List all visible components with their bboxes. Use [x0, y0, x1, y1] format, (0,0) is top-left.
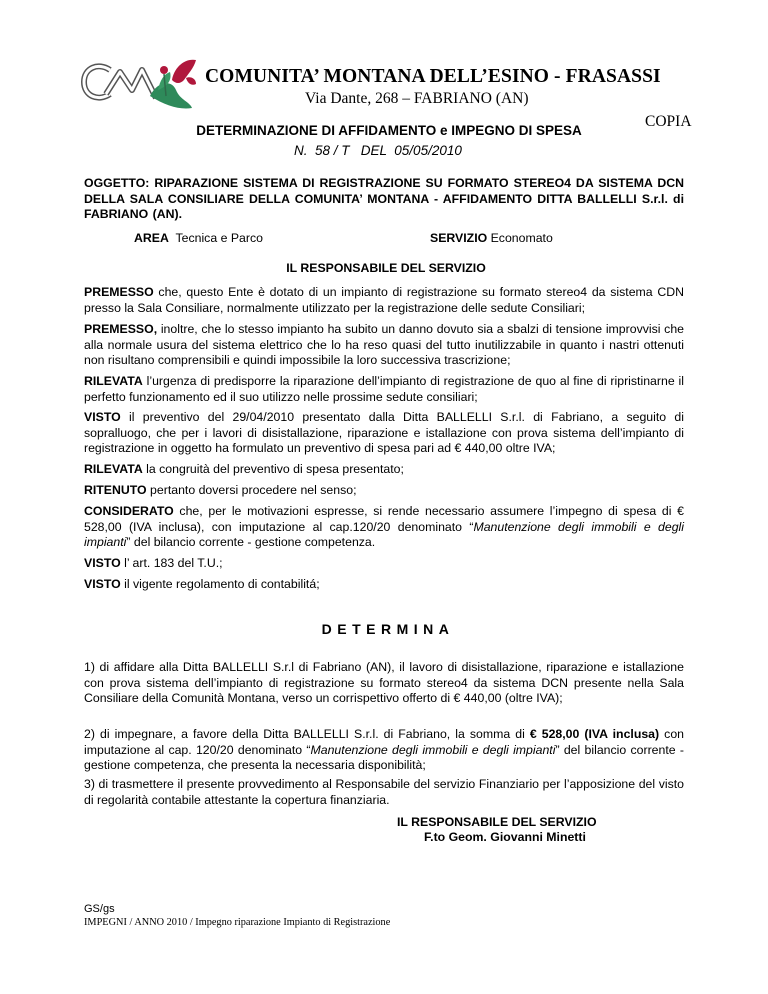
- premise-keyword: PREMESSO: [84, 285, 154, 299]
- premise-keyword: RITENUTO: [84, 483, 147, 497]
- amount: € 528,00 (IVA inclusa): [529, 727, 660, 741]
- organization-name: COMUNITA’ MONTANA DELL’ESINO - FRASASSI: [205, 66, 661, 87]
- premise-keyword: VISTO: [84, 556, 121, 570]
- footer-path: IMPEGNI / ANNO 2010 / Impegno riparazione Impianto di Registrazione: [84, 917, 391, 928]
- premise-paragraph: [84, 322, 684, 369]
- premise-text: il vigente regolamento di contabilitá;: [120, 577, 320, 591]
- area-value: Tecnica e Parco: [175, 231, 263, 245]
- footer-initials: GS/gs: [84, 903, 115, 915]
- premise-text: pertanto doversi procedere nel senso;: [146, 483, 357, 497]
- decision-item: [84, 727, 684, 774]
- premise-text: l’ art. 183 del T.U.;: [120, 556, 223, 570]
- determination-number: N. 58 / T DEL 05/05/2010: [294, 143, 462, 158]
- determination-title: DETERMINAZIONE DI AFFIDAMENTO e IMPEGNO DI SPESA: [196, 123, 582, 138]
- servizio-field: [430, 231, 553, 245]
- premise-paragraph: [84, 374, 684, 405]
- premise-text: il preventivo del 29/04/2010 presentato dalla Ditta BALLELLI S.r.l. di Fabriano, a seguito di sopralluogo, che per i lavori di disistallazione, riparazione e istallazione con prova sistema dell’impianto di registrazione in oggetto ha formulato un preventivo di spesa pari ad € 440,00 oltre IVA;: [84, 410, 684, 455]
- premise-text: inoltre, che lo stesso impianto ha subito un danno dovuto sia a sbalzi di tensione improvvisi che alla normale usura del sistema elettrico che lo ha reso quasi del tutto inutilizzabile in quanto i nastri ottenuti non risultano comprensibili e quindi impossibile la loro successiva trascrizione;: [84, 322, 684, 367]
- item-text: 2) di impegnare, a favore della Ditta BALLELLI S.r.l. di Fabriano, la somma di: [84, 727, 530, 741]
- chapter-name: Manutenzione degli immobili e degli impianti: [310, 742, 556, 757]
- responsabile-heading: IL RESPONSABILE DEL SERVIZIO: [286, 261, 486, 275]
- premise-text: la congruità del preventivo di spesa presentato;: [142, 462, 404, 476]
- premise-text: che, questo Ente è dotato di un impianto di registrazione su formato stereo4 da sistema CDN presso la Sala Consiliare, normalmente utilizzato per la registrazione delle sedute Consiliari;: [84, 285, 684, 315]
- area-field: [134, 231, 263, 245]
- premise-keyword: VISTO: [84, 410, 121, 424]
- servizio-label: SERVIZIO: [430, 231, 488, 245]
- subject-paragraph: OGGETTO: RIPARAZIONE SISTEMA DI REGISTRAZIONE SU FORMATO STEREO4 DA SISTEMA DCN DELLA SALA CONSILIARE DELLA COMUNITA’ MONTANA - AFFIDAMENTO DITTA BALLELLI S.r.l. di FABRIANO (AN).: [84, 176, 684, 221]
- premise-keyword: CONSIDERATO: [84, 504, 174, 518]
- premise-keyword: VISTO: [84, 577, 121, 591]
- premise-keyword: PREMESSO,: [84, 322, 158, 336]
- premise-paragraph: [84, 504, 684, 551]
- cm-logo-icon: [80, 50, 200, 112]
- premise-keyword: RILEVATA: [84, 374, 143, 388]
- signature-block: [397, 815, 637, 845]
- premise-paragraph: [84, 483, 684, 499]
- premise-keyword: RILEVATA: [84, 462, 143, 476]
- area-label: AREA: [134, 231, 169, 245]
- item-text: con imputazione al cap. 120/20 denominato “: [84, 727, 684, 757]
- premise-paragraph: [84, 556, 684, 572]
- premise-paragraph: [84, 285, 684, 316]
- signature-title: IL RESPONSABILE DEL SERVIZIO: [397, 815, 597, 829]
- decision-item: 1) di affidare alla Ditta BALLELLI S.r.l di Fabriano (AN), il lavoro di disistallazione, riparazione e istallazione con prova sistema dell’impianto di registrazione su formato stereo4 da sistema DCN presente nella Sala Consiliare della Comunità Montana, verso un corrispettivo offerto di € 440,00 (oltre IVA);: [84, 660, 684, 705]
- premise-paragraph: [84, 577, 684, 593]
- organization-address: Via Dante, 268 – FABRIANO (AN): [305, 90, 529, 107]
- copy-label: COPIA: [645, 113, 692, 130]
- chapter-name: Manutenzione degli immobili e degli impianti: [84, 519, 684, 549]
- decision-item: 3) di trasmettere il presente provvedimento al Responsabile del servizio Finanziario per l’apposizione del visto di regolarità contabile attestante la copertura finanziaria.: [84, 777, 684, 807]
- servizio-value: Economato: [490, 231, 553, 245]
- premise-text: ” del bilancio corrente - gestione competenza.: [126, 535, 376, 549]
- premise-paragraph: [84, 462, 684, 478]
- signature-name: F.to Geom. Giovanni Minetti: [424, 830, 586, 844]
- organization-logo: [80, 50, 200, 112]
- determina-heading: DETERMINA: [321, 621, 455, 637]
- premise-text: che, per le motivazioni espresse, si rende necessario assumere l’impegno di spesa di € 528,00 (IVA inclusa), con imputazione al cap.120/20 denominato “: [84, 504, 684, 534]
- premise-paragraph: [84, 410, 684, 457]
- item-text: ” del bilancio corrente - gestione competenza, che presenta la necessaria disponibilità;: [84, 742, 684, 772]
- premise-text: l’urgenza di predisporre la riparazione dell’impianto di registrazione de quo al fine di ripristinarne il perfetto funzionamento ed il suo utilizzo nelle prossime sedute consiliari;: [84, 374, 684, 404]
